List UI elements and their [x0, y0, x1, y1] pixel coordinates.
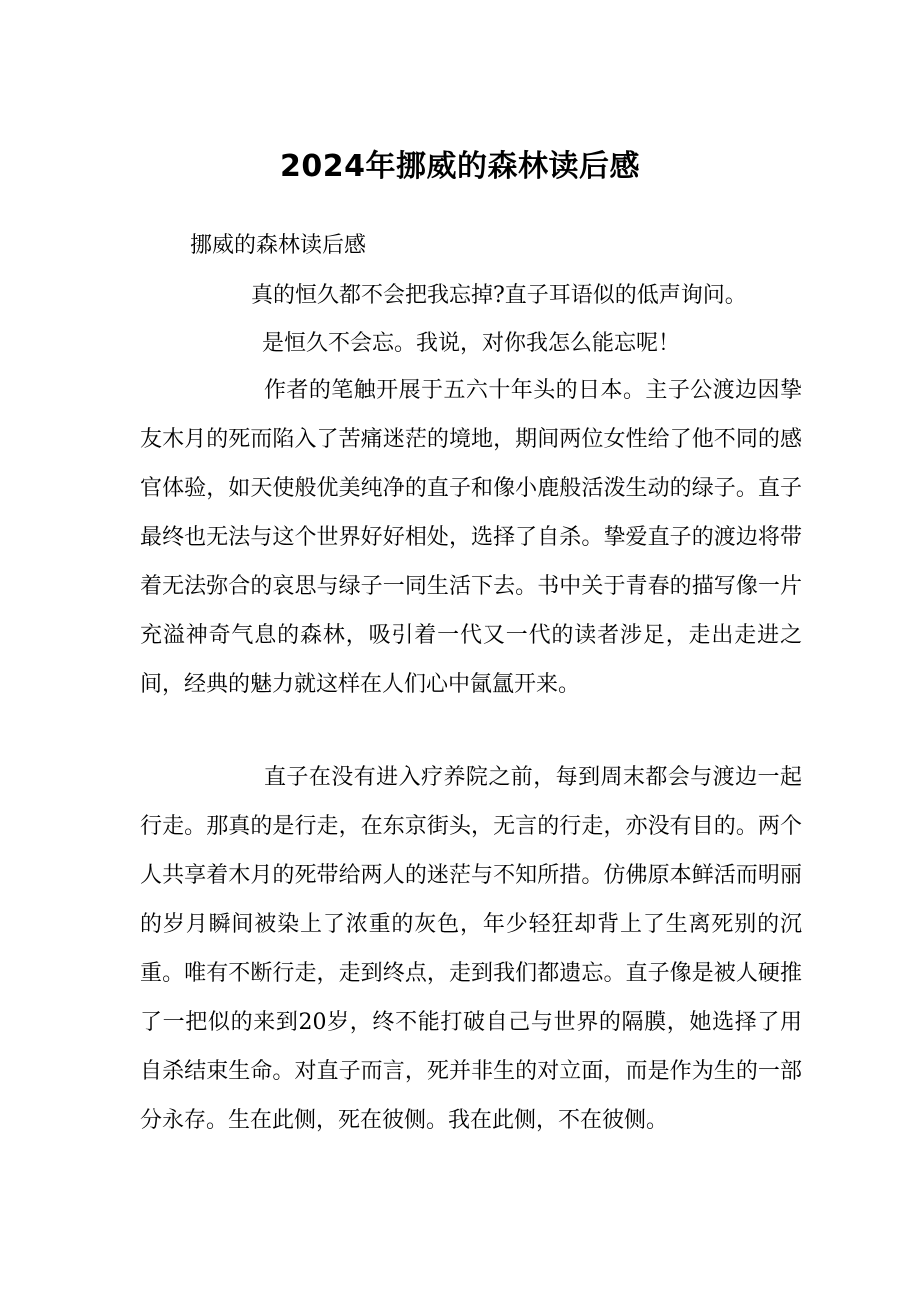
dialogue-line-2: 是恒久不会忘。我说，对你我怎么能忘呢！	[262, 331, 681, 356]
dialogue-line-1: 真的恒久都不会把我忘掉?直子耳语似的低声询问。	[251, 283, 747, 308]
document-title: 2024年挪威的森林读后感	[280, 149, 640, 184]
body-paragraph-2: 直子在没有进入疗养院之前，每到周末都会与渡边一起行走。那真的是行走，在东京街头，无言的行走，亦没有目的。两个人共享着木月的死带给两人的迷茫与不知所措。仿佛原本鲜活而明丽的岁月瞬间被染上了浓重的灰色，年少轻狂却背上了生离死别的沉重。唯有不断行走，走到终点，走到我们都遗忘。直子像是被人硬推了一把似的来到20岁，终不能打破自己与世界的隔膜，她选择了用自杀结束生命。对直子而言，死并非生的对立面，而是作为生的一部分永存。生在此侧，死在彼侧。我在此侧，不在彼侧。	[140, 765, 802, 1133]
document-subtitle: 挪威的森林读后感	[190, 233, 367, 258]
body-paragraph-1: 作者的笔触开展于五六十年头的日本。主子公渡边因挚友木月的死而陷入了苦痛迷茫的境地，期间两位女性给了他不同的感官体验，如天使般优美纯净的直子和像小鹿般活泼生动的绿子。直子最终也无法与这个世界好好相处，选择了自杀。挚爱直子的渡边将带着无法弥合的哀思与绿子一同生活下去。书中关于青春的描写像一片充溢神奇气息的森林，吸引着一代又一代的读者涉足，走出走进之间，经典的魅力就这样在人们心中氤氲开来。	[140, 378, 802, 697]
